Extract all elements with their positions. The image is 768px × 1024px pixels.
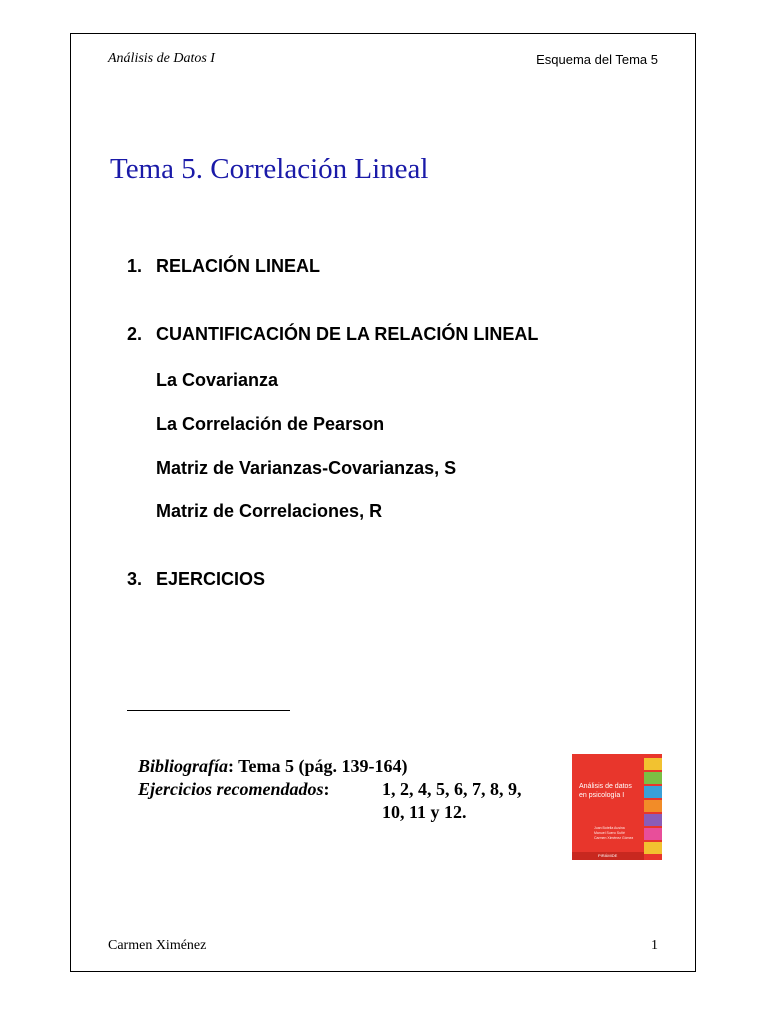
exercises-label (138, 779, 329, 800)
book-stripe-block (644, 800, 662, 812)
outline-item-3 (127, 569, 265, 590)
exercises-list-line1: 1, 2, 4, 5, 6, 7, 8, 9, (382, 779, 522, 799)
header-course: Análisis de Datos I (108, 51, 215, 66)
bibliography-label: Bibliografía (138, 756, 229, 776)
page-title: Tema 5. Correlación Lineal (110, 153, 429, 185)
book-title-line: en psicología I (579, 792, 625, 799)
book-stripe-block (644, 758, 662, 770)
book-title-line: Análisis de datos (579, 783, 632, 790)
exercises-list-line2: 10, 11 y 12. (382, 802, 467, 822)
bibliography-value: : Tema 5 (pág. 139-164) (228, 756, 408, 776)
bibliography-line (138, 756, 408, 777)
book-author: Manuel Suero Suñé (594, 831, 625, 835)
book-publisher-band (572, 852, 644, 860)
outline-label: CUANTIFICACIÓN DE LA RELACIÓN LINEAL (156, 324, 539, 344)
book-cover-image (572, 754, 662, 860)
footer-author: Carmen Ximénez (108, 938, 207, 953)
book-stripe-block (644, 786, 662, 798)
subitem-matriz-s: Matriz de Varianzas-Covarianzas, S (156, 458, 457, 478)
book-title (579, 782, 632, 800)
page-number: 1 (651, 938, 658, 953)
book-publisher: PIRÁMIDE (598, 853, 618, 858)
outline-label: EJERCICIOS (156, 569, 266, 589)
outline-label: RELACIÓN LINEAL (156, 256, 320, 276)
outline-number: 2. (127, 324, 143, 344)
book-author: Carmen Ximénez Gómez (594, 836, 634, 840)
exercises-label-text: Ejercicios recomendados (138, 779, 324, 799)
subitem-covarianza: La Covarianza (156, 370, 279, 390)
book-stripe-block (644, 842, 662, 854)
book-authors (594, 826, 633, 841)
book-stripe-block (644, 828, 662, 840)
outline-item-1 (127, 256, 320, 277)
book-author: Juan Botella Ausina (594, 826, 625, 830)
outline-number: 1. (127, 256, 143, 276)
book-stripe-block (644, 772, 662, 784)
subitem-matriz-r: Matriz de Correlaciones, R (156, 501, 383, 521)
separator-rule (127, 710, 290, 711)
subitem-pearson: La Correlación de Pearson (156, 414, 385, 434)
outline-item-2 (127, 324, 538, 345)
header-section: Esquema del Tema 5 (536, 52, 658, 67)
exercises-colon: : (323, 779, 330, 799)
book-stripe-block (644, 814, 662, 826)
outline-number: 3. (127, 569, 143, 589)
